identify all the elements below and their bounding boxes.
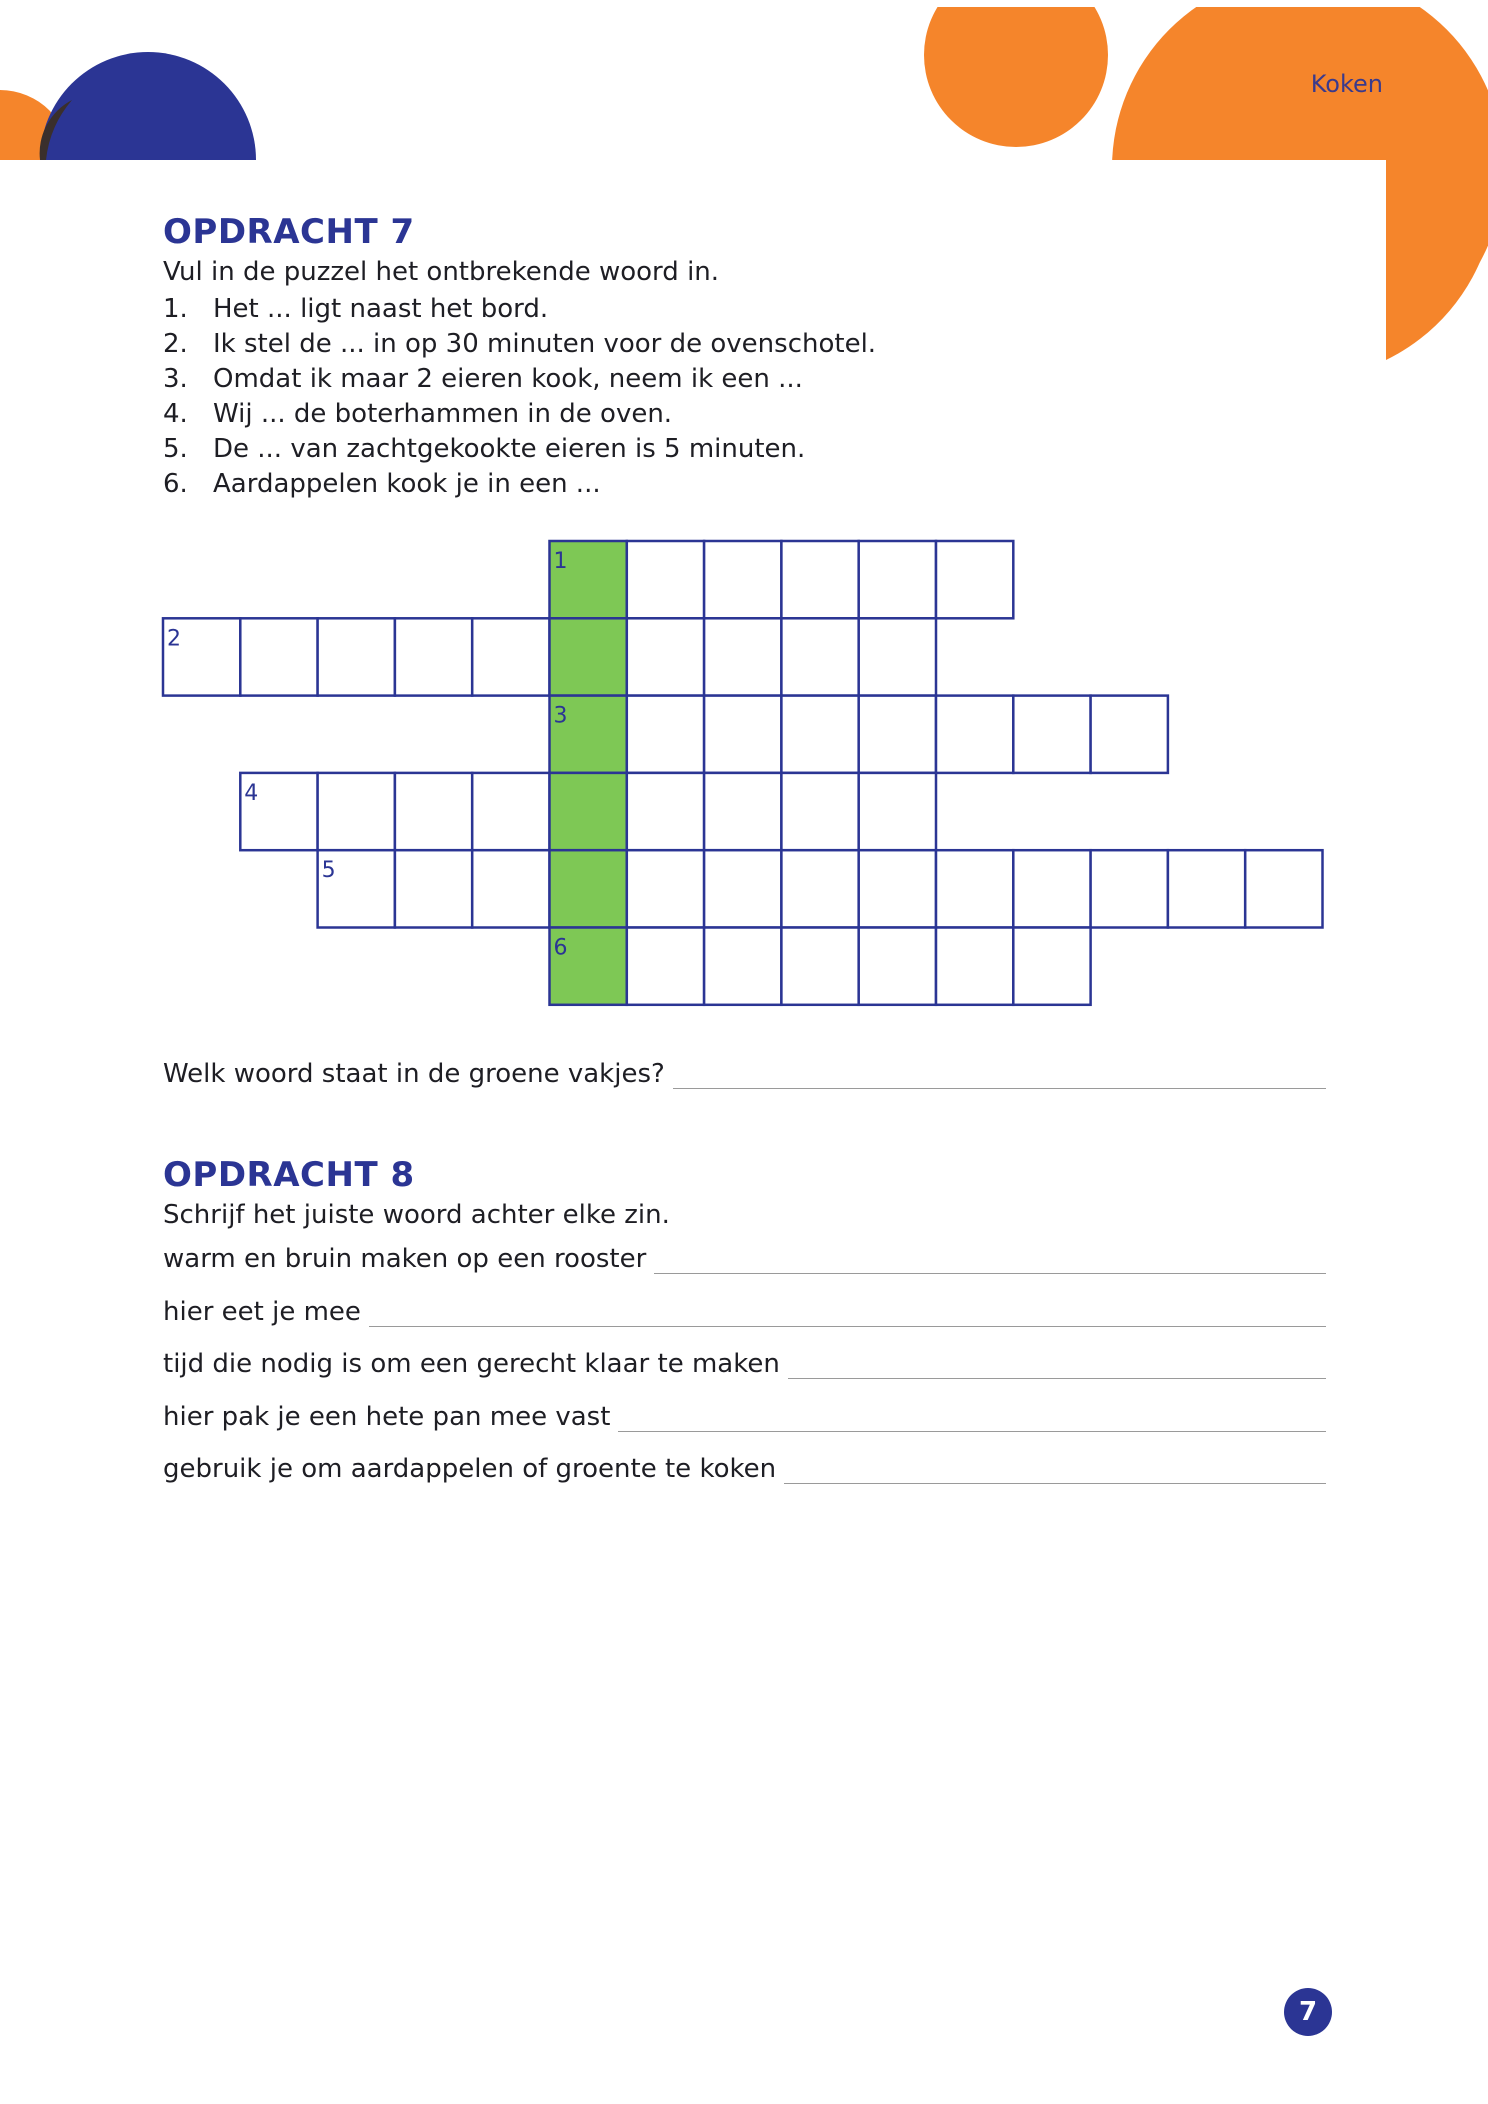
assignment7-instruction: Vul in de puzzel het ontbrekende woord in. [163, 257, 720, 287]
green-word-question [163, 1058, 1326, 1089]
clue-item [163, 327, 876, 362]
crossword-cell[interactable] [936, 696, 1013, 773]
definition-row [163, 1348, 1326, 1379]
crossword-cell-highlight[interactable] [550, 773, 627, 850]
definition-row [163, 1453, 1326, 1484]
crossword-cell[interactable] [240, 773, 317, 850]
green-word-answer-input[interactable] [673, 1058, 1326, 1089]
crossword-cell[interactable] [704, 850, 781, 927]
crossword-cell[interactable] [936, 541, 1013, 618]
clue-number: 3. [163, 364, 188, 394]
crossword-cell[interactable] [781, 618, 858, 695]
clue-number: 4. [163, 399, 188, 429]
clue-item [163, 432, 876, 467]
crossword-cell[interactable] [627, 541, 704, 618]
crossword-cell[interactable] [781, 850, 858, 927]
definition-answer-input[interactable] [369, 1296, 1326, 1327]
crossword-clue-number: 5 [321, 858, 336, 884]
clue-number: 5. [163, 434, 188, 464]
crossword-cell-highlight[interactable] [550, 928, 627, 1005]
clue-item [163, 362, 876, 397]
crossword-cell[interactable] [936, 928, 1013, 1005]
assignment7-title: OPDRACHT 7 [163, 212, 415, 252]
crossword-cell[interactable] [627, 618, 704, 695]
crossword-cell[interactable] [781, 541, 858, 618]
crossword-cell[interactable] [395, 850, 472, 927]
crossword-cell[interactable] [318, 618, 395, 695]
clue-text: Ik stel de ... in op 30 minuten voor de ovenschotel. [213, 329, 877, 359]
clue-item [163, 397, 876, 432]
definition-row [163, 1243, 1326, 1274]
orange-circle-top [924, 0, 1108, 147]
definition-answer-input[interactable] [654, 1243, 1326, 1274]
crossword-cell[interactable] [859, 773, 936, 850]
definition-answer-input[interactable] [618, 1401, 1326, 1432]
header-mask-top [0, 0, 1488, 7]
crossword-cell[interactable] [859, 850, 936, 927]
crossword-cell[interactable] [395, 773, 472, 850]
crossword-cell[interactable] [472, 850, 549, 927]
crossword-cell[interactable] [781, 696, 858, 773]
definition-text: tijd die nodig is om een gerecht klaar te maken [163, 1349, 780, 1379]
clue-number: 2. [163, 329, 188, 359]
clue-text: Aardappelen kook je in een ... [213, 469, 601, 499]
crossword-cell[interactable] [704, 928, 781, 1005]
clue-item [163, 292, 876, 327]
crossword-cell[interactable] [627, 850, 704, 927]
green-word-label: Welk woord staat in de groene vakjes? [163, 1059, 665, 1089]
crossword-cell[interactable] [936, 850, 1013, 927]
crossword-cell[interactable] [704, 696, 781, 773]
clue-item [163, 467, 876, 502]
crossword-cell[interactable] [1091, 696, 1168, 773]
page-number: 7 [1284, 1988, 1332, 2036]
crossword-cell[interactable] [859, 541, 936, 618]
crossword-cell[interactable] [1245, 850, 1322, 927]
crossword-cell[interactable] [627, 773, 704, 850]
crossword-cell[interactable] [781, 773, 858, 850]
crossword-cell[interactable] [704, 773, 781, 850]
clue-number: 6. [163, 469, 188, 499]
crossword-cell[interactable] [240, 618, 317, 695]
crossword-cell-highlight[interactable] [550, 541, 627, 618]
crossword-cell[interactable] [1091, 850, 1168, 927]
crossword-cell[interactable] [1168, 850, 1245, 927]
crossword-cell[interactable] [395, 618, 472, 695]
crossword-cell[interactable] [704, 618, 781, 695]
crossword-clue-number: 3 [553, 703, 568, 729]
definition-row [163, 1296, 1326, 1327]
definition-text: hier eet je mee [163, 1297, 361, 1327]
crossword-cell[interactable] [318, 773, 395, 850]
clue-text: Omdat ik maar 2 eieren kook, neem ik een ... [213, 364, 803, 394]
clue-text: Het ... ligt naast het bord. [213, 294, 549, 324]
clue-list [163, 292, 876, 502]
crossword-cell[interactable] [1013, 696, 1090, 773]
crossword-cell-highlight[interactable] [550, 618, 627, 695]
orange-corner [1386, 160, 1488, 360]
clue-text: De ... van zachtgekookte eieren is 5 minuten. [213, 434, 806, 464]
section-tag: Koken [1310, 70, 1383, 98]
crossword-cell-highlight[interactable] [550, 696, 627, 773]
crossword-cell[interactable] [1013, 850, 1090, 927]
clue-text: Wij ... de boterhammen in de oven. [213, 399, 673, 429]
crossword-cell[interactable] [627, 928, 704, 1005]
crossword-cell[interactable] [627, 696, 704, 773]
definition-answer-input[interactable] [788, 1348, 1326, 1379]
crossword-clue-number: 1 [553, 549, 568, 574]
crossword-cell[interactable] [859, 928, 936, 1005]
crossword-cell[interactable] [859, 618, 936, 695]
definition-text: gebruik je om aardappelen of groente te koken [163, 1454, 777, 1484]
definition-text: hier pak je een hete pan mee vast [163, 1402, 611, 1432]
definition-row [163, 1401, 1326, 1432]
crossword-cell[interactable] [1013, 928, 1090, 1005]
header-mask-right [1000, 160, 1386, 380]
crossword-cell[interactable] [472, 773, 549, 850]
assignment8-instruction: Schrijf het juiste woord achter elke zin. [163, 1200, 670, 1230]
assignment8-title: OPDRACHT 8 [163, 1155, 415, 1195]
definition-answer-input[interactable] [784, 1453, 1326, 1484]
crossword-cell[interactable] [859, 696, 936, 773]
crossword-clue-number: 4 [244, 780, 259, 806]
crossword-cell-highlight[interactable] [550, 850, 627, 927]
crossword-cell[interactable] [472, 618, 549, 695]
crossword-cell[interactable] [318, 850, 395, 927]
crossword-cell[interactable] [704, 541, 781, 618]
crossword-clue-number: 2 [167, 626, 181, 652]
clue-number: 1. [163, 294, 188, 324]
crossword-cell[interactable] [781, 928, 858, 1005]
definition-text: warm en bruin maken op een rooster [163, 1244, 647, 1274]
crossword-clue-number: 6 [553, 935, 568, 961]
crossword-cell[interactable] [163, 618, 240, 695]
